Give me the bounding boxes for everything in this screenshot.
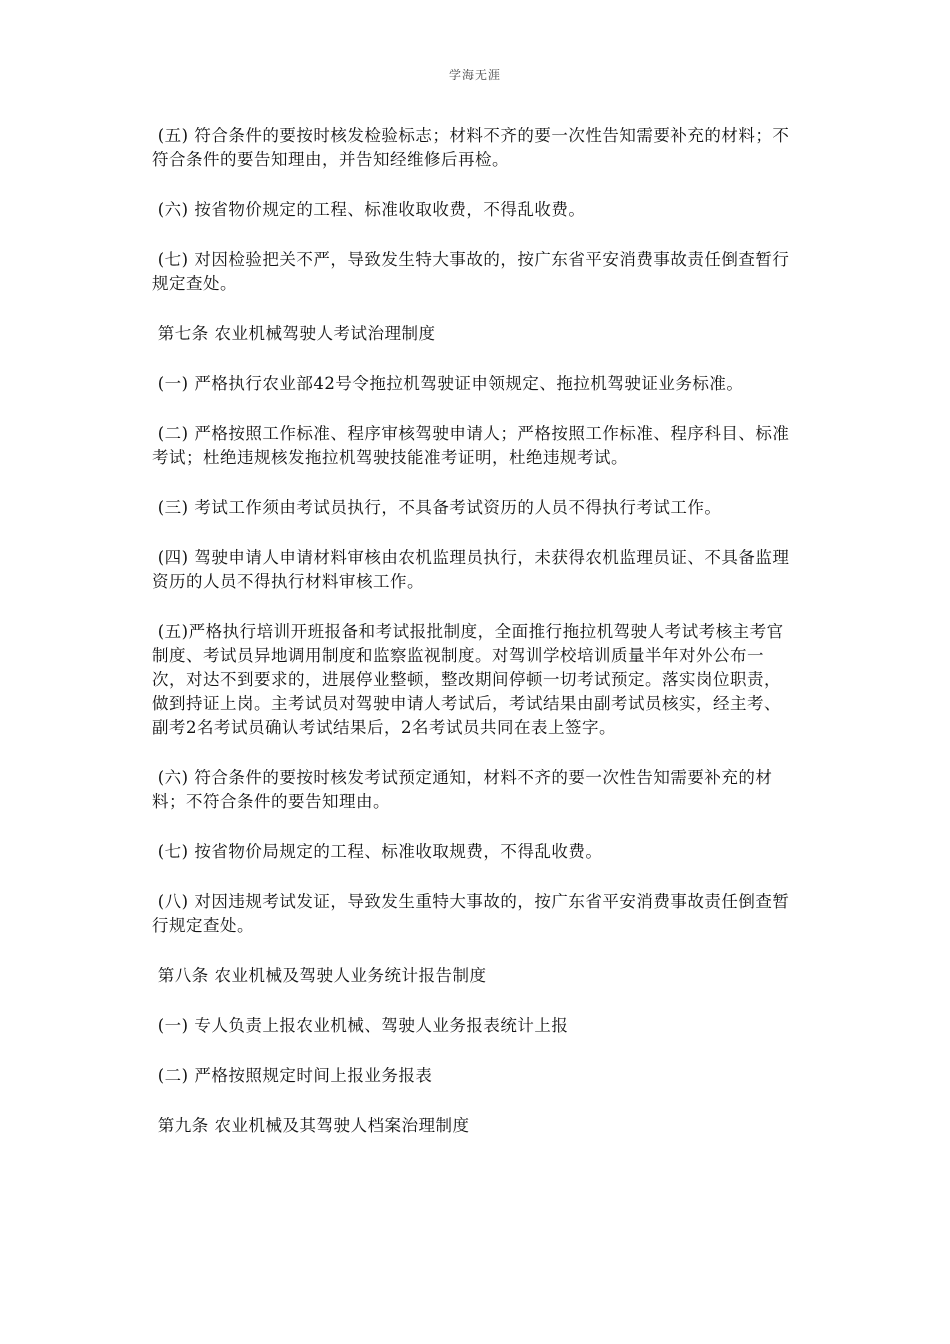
paragraph-item-4: (四) 驾驶申请人申请材料审核由农机监理员执行，未获得农机监理员证、不具备监理资历的人员不得执行材料审核工作。 [152, 548, 790, 591]
paragraph-item-3: (三) 考试工作须由考试员执行，不具备考试资历的人员不得执行考试工作。 [152, 498, 722, 517]
paragraph-item-7: (七) 对因检验把关不严，导致发生特大事故的，按广东省平安消费事故责任倒查暂行规定查处。 [152, 250, 790, 293]
paragraph-item-5: (五) 符合条件的要按时核发检验标志；材料不齐的要一次性告知需要补充的材料；不符合条件的要告知理由，并告知经维修后再检。 [152, 126, 790, 169]
article-9-heading: 第九条 农业机械及其驾驶人档案治理制度 [152, 1116, 470, 1135]
article-7-heading: 第七条 农业机械驾驶人考试治理制度 [152, 324, 436, 343]
paragraph-item-8: (八) 对因违规考试发证，导致发生重特大事故的，按广东省平安消费事故责任倒查暂行规定查处。 [152, 892, 790, 935]
paragraph-item-2: (二) 严格按照工作标准、程序审核驾驶申请人；严格按照工作标准、程序科目、标准考试；杜绝违规核发拖拉机驾驶技能准考证明，杜绝违规考试。 [152, 424, 790, 467]
paragraph-item-1c: (一) 专人负责上报农业机械、驾驶人业务报表统计上报 [152, 1016, 569, 1035]
paragraph-item-6b: (六) 符合条件的要按时核发考试预定通知，材料不齐的要一次性告知需要补充的材料；不符合条件的要告知理由。 [152, 768, 773, 811]
paragraph-item-2c: (二) 严格按照规定时间上报业务报表 [152, 1066, 433, 1085]
document-body [152, 124, 797, 1164]
paragraph-item-7b: (七) 按省物价局规定的工程、标准收取规费，不得乱收费。 [152, 842, 603, 861]
page-header: 学海无涯 [448, 68, 501, 82]
paragraph-item-5b: (五)严格执行培训开班报备和考试报批制度，全面推行拖拉机驾驶人考试考核主考官制度、考试员异地调用制度和监察监视制度。对驾训学校培训质量半年对外公布一次，对达不到要求的，进展停业整顿，整改期间停顿一切考试预定。落实岗位职责，做到持证上岗。主考试员对驾驶申请人考试后，考试结果由副考试员核实，经主考、副考2名考试员确认考试结果后，2名考试员共同在表上签字。 [152, 622, 784, 737]
article-8-heading: 第八条 农业机械及驾驶人业务统计报告制度 [152, 966, 487, 985]
paragraph-item-6: (六) 按省物价规定的工程、标准收取收费，不得乱收费。 [152, 200, 586, 219]
paragraph-item-1: (一) 严格执行农业部42号令拖拉机驾驶证申领规定、拖拉机驾驶证业务标准。 [152, 374, 744, 393]
